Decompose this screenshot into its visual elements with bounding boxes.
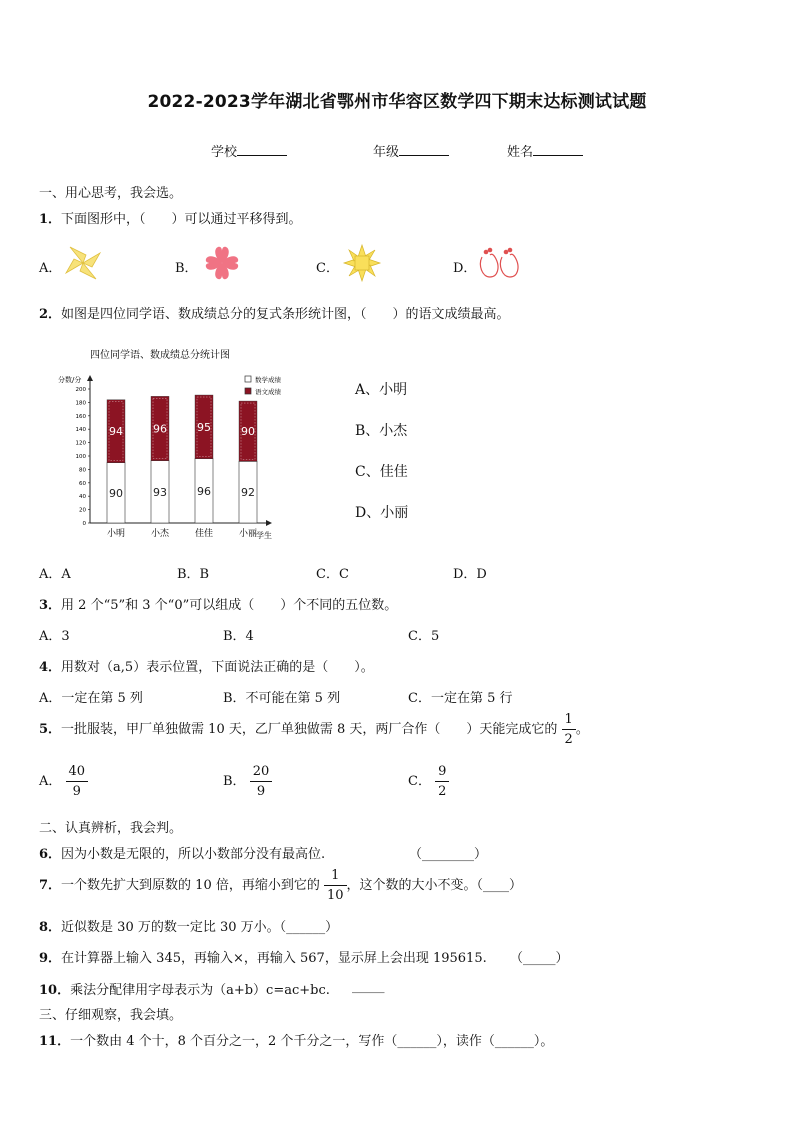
question-number: 2． xyxy=(39,307,62,322)
question-number: 6． xyxy=(39,847,62,862)
x-tick-label: 小明 xyxy=(106,529,126,539)
y-tick-label: 40 xyxy=(79,494,86,501)
question-number: 7． xyxy=(39,878,62,893)
legend-chinese-swatch xyxy=(245,388,251,394)
question-5 xyxy=(39,713,589,746)
y-tick-label: 80 xyxy=(79,467,86,474)
question-11[interactable] xyxy=(39,1030,553,1049)
q6-answer-blank[interactable]: （________） xyxy=(409,847,488,862)
bar-value-label: 94 xyxy=(109,425,123,439)
numerator: 1 xyxy=(562,713,576,730)
question-number: 11． xyxy=(39,1034,71,1049)
page-title: 2022-2023学年湖北省鄂州市华容区数学四下期末达标测试试题 xyxy=(147,92,647,112)
question-text: 下面图形中，（ ）可以通过平移得到。 xyxy=(61,212,302,227)
bar-value-label: 96 xyxy=(197,484,211,498)
denominator: 2 xyxy=(564,732,573,747)
two-birds-icon xyxy=(476,243,522,283)
question-text: 一批服装，甲厂单独做需 10 天，乙厂单独做需 8 天，两厂合作（ ）天能完成它的 xyxy=(61,722,558,737)
name-field[interactable] xyxy=(507,141,583,160)
q2-side-option-c[interactable]: C、佳佳 xyxy=(355,464,408,480)
question-number: 3． xyxy=(39,598,62,613)
y-tick-label: 160 xyxy=(75,413,86,420)
question-number: 1． xyxy=(39,212,62,227)
q2-side-option-a[interactable]: A、小明 xyxy=(355,382,408,398)
q4-option-b[interactable]: B．不可能在第 5 列 xyxy=(223,691,341,706)
school-field[interactable] xyxy=(211,141,287,160)
y-tick-label: 20 xyxy=(79,507,86,514)
question-number: 8． xyxy=(39,920,62,935)
bar-value-label: 90 xyxy=(241,425,255,439)
grade-label: 年级 xyxy=(373,145,400,160)
question-3 xyxy=(39,594,397,613)
section-3-heading: 三、仔细观察，我会填。 xyxy=(39,1008,183,1023)
question-2 xyxy=(39,303,510,322)
question-7 xyxy=(39,869,522,902)
denominator: 10 xyxy=(327,888,344,903)
q2-option-b[interactable]: B．B xyxy=(177,567,210,582)
fraction xyxy=(250,765,273,798)
heart-flower-icon xyxy=(201,243,243,283)
q2-side-option-b[interactable]: B、小杰 xyxy=(355,423,408,439)
question-text: 因为小数是无限的，所以小数部分没有最高位. xyxy=(61,847,326,862)
fraction xyxy=(66,765,89,798)
numerator: 1 xyxy=(324,869,347,886)
bar-value-label: 93 xyxy=(153,485,167,499)
y-tick-label: 0 xyxy=(82,521,86,527)
q1-option-b[interactable]: B． xyxy=(175,261,198,276)
q2-side-option-d[interactable]: D、小丽 xyxy=(355,505,409,521)
grade-blank[interactable] xyxy=(399,143,449,156)
q5-option-c[interactable] xyxy=(408,765,449,798)
name-label: 姓名 xyxy=(507,145,534,160)
y-tick-label: 120 xyxy=(75,440,86,447)
denominator: 9 xyxy=(72,784,81,799)
numerator: 9 xyxy=(435,765,449,782)
question-end-with-blank[interactable]: ，这个数的大小不变。（____） xyxy=(346,878,523,893)
y-tick-label: 60 xyxy=(79,480,86,487)
option-label: B． xyxy=(223,774,246,789)
q2-option-d[interactable]: D．D xyxy=(453,567,487,582)
y-axis-arrow xyxy=(87,375,93,381)
x-tick-label: 小杰 xyxy=(150,529,170,539)
question-1 xyxy=(39,208,302,227)
legend-math-swatch xyxy=(245,376,251,382)
q10-answer-blank[interactable]: _____ xyxy=(352,979,385,994)
question-number: 9． xyxy=(39,951,62,966)
q3-option-b[interactable]: B．4 xyxy=(223,629,254,644)
q3-option-a[interactable]: A．3 xyxy=(39,629,70,644)
q5-option-a[interactable] xyxy=(39,765,88,798)
question-text: 近似数是 30 万的数一定比 30 万小。（______） xyxy=(61,920,339,935)
bar-value-label: 95 xyxy=(197,420,211,434)
question-end: 。 xyxy=(575,722,589,737)
section-2-heading: 二、认真辨析，我会判。 xyxy=(39,821,183,836)
option-label: C． xyxy=(408,774,431,789)
q9-answer-blank[interactable]: （_____） xyxy=(510,951,569,966)
y-axis-label: 分数/分 xyxy=(58,376,82,384)
bar-value-label: 90 xyxy=(109,486,123,500)
chart-title: 四位同学语、数成绩总分统计图 xyxy=(90,350,230,361)
numerator: 40 xyxy=(66,765,89,782)
denominator: 9 xyxy=(256,784,266,799)
question-10 xyxy=(39,979,330,998)
fraction xyxy=(324,869,347,902)
legend-chinese-label: 语文成绩 xyxy=(255,388,281,396)
grade-field[interactable] xyxy=(373,141,449,160)
question-text: 乘法分配律用字母表示为（a+b）c=ac+bc. xyxy=(70,983,330,998)
school-blank[interactable] xyxy=(237,143,287,156)
q1-option-c[interactable]: C． xyxy=(316,261,339,276)
question-number: 10． xyxy=(39,983,71,998)
denominator: 2 xyxy=(438,784,447,799)
question-number: 5． xyxy=(39,722,62,737)
name-blank[interactable] xyxy=(533,143,583,156)
x-axis-label: 学生 xyxy=(256,531,272,540)
q2-option-a[interactable]: A．A xyxy=(39,567,71,582)
question-text: 如图是四位同学语、数成绩总分的复式条形统计图，（ ）的语文成绩最高。 xyxy=(61,307,510,322)
q5-option-b[interactable] xyxy=(223,765,272,798)
q1-option-a[interactable]: A． xyxy=(39,261,62,276)
section-1-heading: 一、用心思考，我会选。 xyxy=(39,186,183,201)
pinwheel-icon xyxy=(62,243,104,283)
y-tick-label: 180 xyxy=(75,400,86,407)
q4-option-a[interactable]: A．一定在第 5 列 xyxy=(39,691,143,706)
q4-option-c[interactable]: C．一定在第 5 行 xyxy=(408,691,513,706)
bar-value-label: 92 xyxy=(241,486,255,500)
q3-option-c[interactable]: C．5 xyxy=(408,629,440,644)
question-9 xyxy=(39,947,487,966)
bar-value-label: 96 xyxy=(153,422,167,436)
question-6 xyxy=(39,843,325,862)
legend-math-label: 数学成绩 xyxy=(255,376,281,384)
question-text: 一个数由 4 个十，8 个百分之一，2 个千分之一，写作（______），读作（______）。 xyxy=(70,1034,554,1049)
sun-pinwheel-icon xyxy=(341,243,383,283)
question-text: 用 2 个“5”和 3 个“0”可以组成（ ）个不同的五位数。 xyxy=(61,598,398,613)
question-text: 在计算器上输入 345，再输入×，再输入 567，显示屏上会出现 195615. xyxy=(61,951,487,966)
option-label: A． xyxy=(39,774,62,789)
question-text: 一个数先扩大到原数的 10 倍，再缩小到它的 xyxy=(61,878,320,893)
x-axis-arrow xyxy=(266,520,272,526)
y-tick-label: 100 xyxy=(75,454,86,460)
q2-option-c[interactable]: C．C xyxy=(316,567,349,582)
school-label: 学校 xyxy=(211,145,238,160)
y-tick-label: 140 xyxy=(75,427,86,434)
numerator: 20 xyxy=(250,765,273,782)
question-text: 用数对（a,5）表示位置，下面说法正确的是（ ）。 xyxy=(61,660,374,675)
q1-option-d[interactable]: D． xyxy=(453,261,477,276)
fraction xyxy=(435,765,449,798)
question-8[interactable] xyxy=(39,916,338,935)
x-tick-label: 小丽 xyxy=(238,529,258,539)
question-number: 4． xyxy=(39,660,62,675)
stacked-bar-chart xyxy=(52,345,288,545)
fraction xyxy=(562,713,576,746)
question-4 xyxy=(39,656,374,675)
y-tick-label: 200 xyxy=(75,387,86,393)
x-tick-label: 佳佳 xyxy=(194,529,214,539)
